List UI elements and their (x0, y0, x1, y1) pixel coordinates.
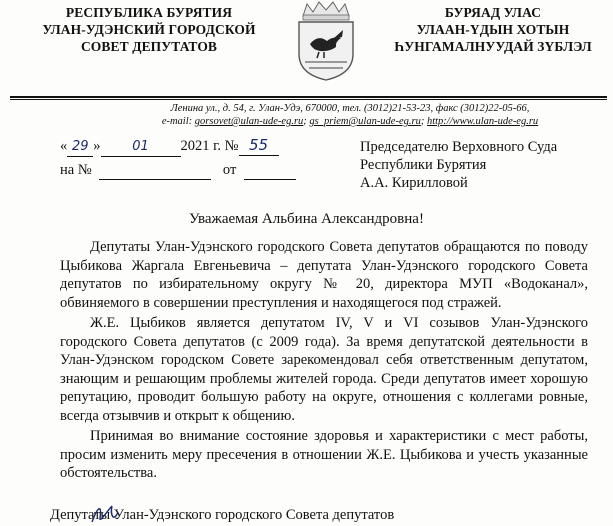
handwritten-signature-icon (88, 500, 158, 526)
email-link-priem[interactable]: gs_priem@ulan-ude-eg.ru (309, 116, 421, 127)
header-right (378, 4, 608, 55)
reference-date-label: от (222, 162, 237, 178)
header-left (18, 4, 280, 55)
reference-line (60, 161, 296, 180)
header-divider-thick (10, 96, 607, 98)
website-link[interactable]: http://www.ulan-ude-eg.ru (426, 116, 539, 127)
header-left-line-3: СОВЕТ ДЕПУТАТОВ (80, 39, 218, 54)
email-prefix: e-mail: (161, 116, 195, 127)
doc-number-field (239, 136, 279, 156)
header-left-line-2: УЛАН-УДЭНСКИЙ ГОРОДСКОЙ (42, 22, 256, 37)
contacts-address: Ленина ул., д. 54, г. Улан-Удэ, 670000, тел. (3012)21-53-23, факс (3012)22-05-66, (170, 103, 530, 114)
date-year-number-label: 2021 г. № (180, 138, 239, 154)
addressee-line-3: А.А. Кирилловой (360, 175, 468, 191)
header-right-line-3: ҺУНГАМАЛНУУДАЙ ЗYБЛЭЛ (394, 39, 592, 54)
reference-number-label: на № (60, 162, 92, 178)
contacts-emails (100, 115, 600, 128)
header-right-line-2: УЛААН-YДЫН ХОТЫН (416, 22, 570, 37)
body-paragraph-2 (60, 314, 588, 426)
addressee-block (360, 138, 600, 192)
registration-date-line (60, 136, 350, 157)
body-paragraph-3 (60, 427, 588, 483)
contacts-block (100, 102, 600, 128)
paragraph-text: Ж.Е. Цыбиков является депутатом IV, V и VI созывов Улан-Удэнского городского Совета депутатов (с 2009 года). За время депутатской деятельности в Улан-Удэнском городском Совете зарекомендовал себя ответственным депутатом, знающим и решающим проблемы жителей города. Среди депутатов имеет хорошую репутацию, проводит большую работу на округе, отношения с коллегами ровные, всегда отзывчив и открыт к общению. (60, 315, 588, 424)
reference-date-blank (244, 161, 296, 180)
email-separator: ; (303, 116, 310, 127)
header-right-line-1: БУРЯАД УЛАС (444, 5, 542, 20)
header-divider-thin (10, 99, 607, 100)
paragraph-text: Принимая во внимание состояние здоровья и характеристики с мест работы, просим изменить меру пресечения в отношении Ж.Е. Цыбикова и учесть указанные обстоятельства. (60, 428, 588, 482)
addressee-line-1: Председателю Верховного Суда (360, 139, 558, 155)
reference-number-blank (99, 161, 211, 180)
date-month: 01 (132, 139, 149, 154)
addressee-line-2: Республики Бурятия (360, 157, 487, 173)
header-left-line-1: РЕСПУБЛИКА БУРЯТИЯ (65, 5, 233, 20)
signature-text: Депутаты Улан-Удэнского городского Совета депутатов (50, 507, 395, 523)
date-month-field (101, 137, 181, 157)
doc-number: 55 (248, 136, 269, 154)
greeting: Уважаемая Альбина Александровна! (189, 211, 424, 227)
date-close-quote: » (93, 138, 101, 154)
date-day: 29 (71, 139, 89, 154)
body-paragraph-1 (60, 238, 588, 312)
date-open-quote: « (60, 138, 68, 154)
website-separator: ; (420, 116, 427, 127)
city-coat-of-arms-icon (291, 0, 361, 82)
date-day-field (67, 137, 93, 157)
paragraph-text: Депутаты Улан-Удэнского городского Совета депутатов обращаются по поводу Цыбикова Жаргала Евгеньевича – депутата Улан-Удэнского городского Совета депутатов по избирательному округу № 20, директора МУП «Водоканал», обвиняемого в совершении преступления и находящегося под стражей. (60, 239, 588, 311)
email-link-gorsovet[interactable]: gorsovet@ulan-ude-eg.ru (194, 116, 304, 127)
